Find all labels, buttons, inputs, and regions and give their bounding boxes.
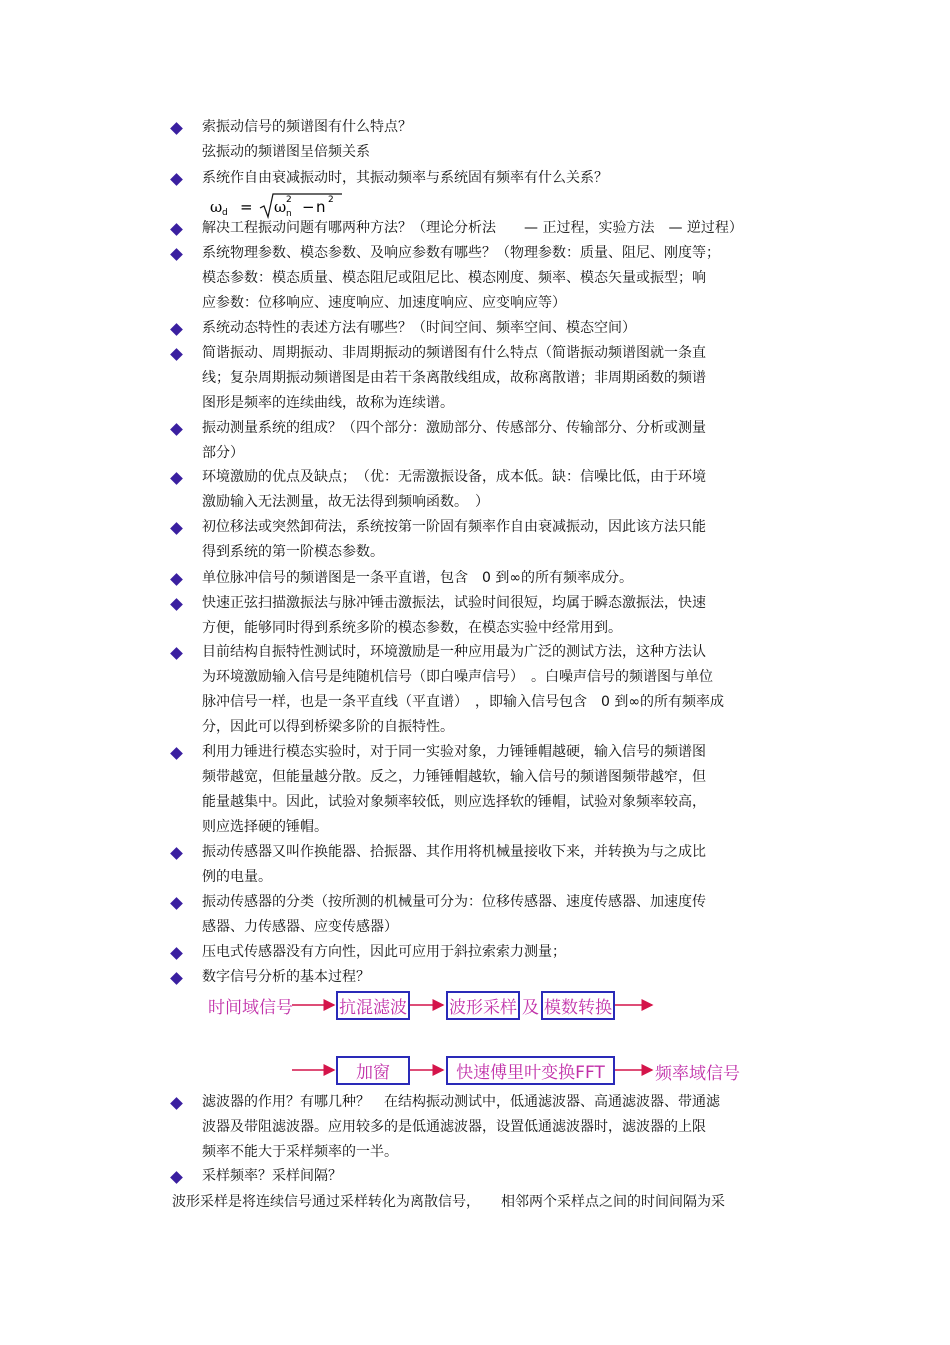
item-text: 采样频率？采样间隔？ [202,1168,342,1184]
item-text: 弦振动的频谱图呈倍频关系 [202,144,370,160]
item-text: 索振动信号的频谱图有什么特点？ [202,119,412,135]
item-text: 方便，能够同时得到系统多阶的模态参数，在模态实验中经常用到。 [202,620,622,636]
svg-text:−: − [302,198,315,216]
item-text: 应参数：位移响应、速度响应、加速度响应、应变响应等） [202,295,566,311]
window-box: 加窗 [336,1056,410,1085]
item-text: 为环境激励输入信号是纯随机信号（即白噪声信号） 。白噪声信号的频谱图与单位 [202,669,713,685]
item-text: 简谐振动、周期振动、非周期振动的频谱图有什么特点（简谐振动频谱图就一条直 [202,345,706,361]
item-text: 数字信号分析的基本过程？ [202,969,370,985]
item-text: 频率不能大于采样频率的一半。 [202,1144,398,1160]
item-text: 部分） [202,445,244,461]
fft-box: 快速傅里叶变换FFT [446,1056,615,1085]
item-text: 脉冲信号一样，也是一条平直线（平直谱） ，即输入信号包含 0 到∞的所有频率成 [202,694,725,710]
item-text: 单位脉冲信号的频谱图是一条平直谱，包含 0 到∞的所有频率成分。 [202,570,634,586]
item-text: 则应选择硬的锤帽。 [202,819,328,835]
item-text: 滤波器的作用？有哪几种？ 在结构振动测试中，低通滤波器、高通滤波器、带通滤 [202,1094,720,1110]
item-text: 快速正弦扫描激振法与脉冲锤击激振法，试验时间很短，均属于瞬态激振法，快速 [202,595,706,611]
svg-text:n: n [316,198,326,216]
and-label: 及 [522,998,539,1018]
item-text: 压电式传感器没有方向性，因此可应用于斜拉索索力测量； [202,944,566,960]
item-text: 利用力锤进行模态实验时，对于同一实验对象，力锤锤帽越硬，输入信号的频谱图 [202,744,706,760]
svg-text:2: 2 [286,195,292,205]
svg-text:2: 2 [328,195,334,205]
item-text: 能量越集中。因此，试验对象频率较低，则应选择软的锤帽，试验对象频率较高， [202,794,706,810]
item-text: 例的电量。 [202,869,272,885]
item-text: 目前结构自振特性测试时，环境激励是一种应用最为广泛的测试方法，这种方法认 [202,644,706,660]
svg-text:n: n [286,209,292,219]
item-text: 系统作自由衰减振动时，其振动频率与系统固有频率有什么关系？ [202,170,608,186]
svg-text:ω: ω [210,198,223,216]
item-text: 系统动态特性的表述方法有哪些？（时间空间、频率空间、模态空间） [202,320,636,336]
item-text: 频带越宽，但能量越分散。反之，力锤锤帽越软，输入信号的频谱图频带越窄，但 [202,769,706,785]
item-text: 振动传感器的分类（按所测的机械量可分为：位移传感器、速度传感器、加速度传 [202,894,706,910]
item-text: 系统物理参数、模态参数、及响应参数有哪些？（物理参数：质量、阻尼、刚度等； [202,245,720,261]
freq-domain-label: 频率域信号 [655,1064,740,1084]
anti-alias-box: 抗混滤波 [336,991,410,1020]
item-text: 得到系统的第一阶模态参数。 [202,544,384,560]
svg-text:d: d [222,208,228,218]
svg-text:ω: ω [274,198,287,216]
item-text: 感器、力传感器、应变传感器） [202,919,398,935]
item-text: 振动传感器又叫作换能器、拾振器、其作用将机械量接收下来，并转换为与之成比 [202,844,706,860]
item-text: 分，因此可以得到桥梁多阶的自振特性。 [202,719,454,735]
svg-text:=: = [240,198,253,216]
item-text: 初位移法或突然卸荷法，系统按第一阶固有频率作自由衰减振动，因此该方法只能 [202,519,706,535]
item-text: 激励输入无法测量，故无法得到频响函数。 ） [202,494,489,510]
item-text: 振动测量系统的组成？（四个部分：激励部分、传感部分、传输部分、分析或测量 [202,420,706,436]
item-text: 波器及带阻滤波器。应用较多的是低通滤波器，设置低通滤波器时，滤波器的上限 [202,1119,706,1135]
time-domain-label: 时间域信号 [208,998,293,1018]
item-text: 模态参数：模态质量、模态阻尼或阻尼比、模态刚度、频率、模态矢量或振型；响 [202,270,706,286]
item-text: 线；复杂周期振动频谱图是由若干条离散线组成，故称离散谱；非周期函数的频谱 [202,370,706,386]
item-text: 图形是频率的连续曲线，故称为连续谱。 [202,395,454,411]
sampling-box: 波形采样 [446,991,520,1020]
item-text: 解决工程振动问题有哪两种方法？（理论分析法 — 正过程，实验方法 — 逆过程） [202,220,743,236]
adc-box: 模数转换 [541,991,615,1020]
item-text: 环境激励的优点及缺点； （优：无需激振设备，成本低。缺：信噪比低，由于环境 [202,469,706,485]
closing-paragraph: 波形采样是将连续信号通过采样转化为离散信号， 相邻两个采样点之间的时间间隔为采 [172,1194,725,1210]
